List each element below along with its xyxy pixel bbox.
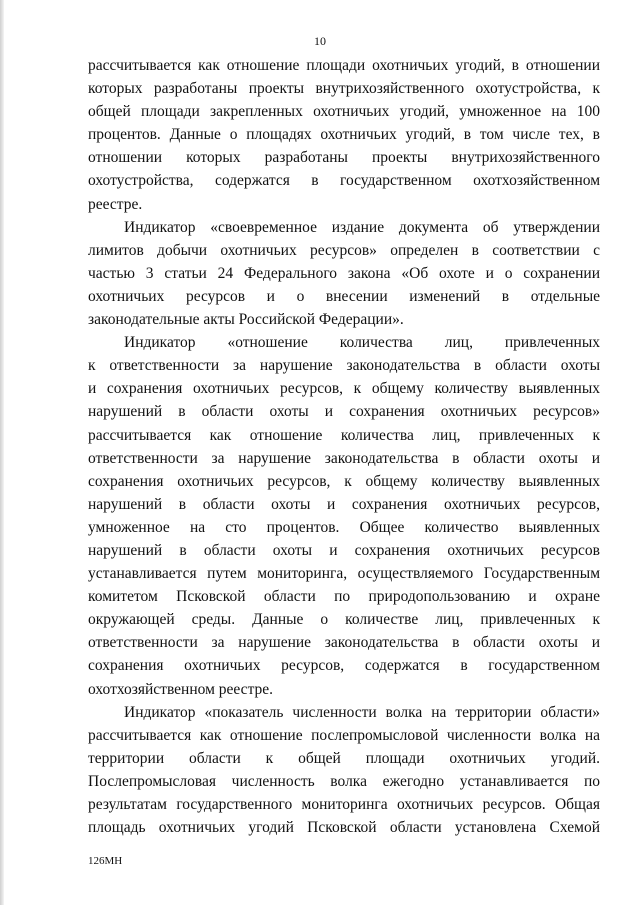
text-line: устанавливается путем мониторинга, осуществляемого Государственным: [88, 565, 600, 583]
text-line: Послепромысловая численность волка ежегодно устанавливается по: [88, 772, 600, 790]
text-line: ответственности за нарушение законодательства в области охоты и: [88, 449, 600, 467]
text-line: Индикатор «своевременное издание документа об утверждении: [124, 218, 600, 236]
text-line: реестре.: [88, 195, 143, 213]
page-number: 10: [314, 34, 326, 48]
text-line: охотустройства, содержатся в государственном охотхозяйственном: [88, 172, 600, 190]
text-line: рассчитывается как отношение количества лиц, привлеченных к: [88, 426, 600, 444]
paragraph: [88, 54, 600, 216]
text-line: охотничьих ресурсов и о внесении изменений в отдельные: [88, 287, 600, 305]
document-code: 126МН: [88, 855, 123, 867]
text-line: отношении которых разработаны проекты внутрихозяйственного: [88, 149, 600, 167]
text-line: рассчитывается как отношение площади охотничьих угодий, в отношении: [88, 57, 600, 74]
text-line: рассчитывается как отношение послепромысловой численности волка на: [88, 726, 600, 744]
text-line: результатам государственного мониторинга охотничьих ресурсов. Общая: [88, 796, 600, 813]
paragraph: [88, 216, 600, 331]
text-line: процентов. Данные о площадях охотничьих угодий, в том числе тех, в: [88, 126, 600, 144]
text-line: ответственности за нарушение законодательства в области охоты и: [88, 634, 600, 652]
text-line: умноженное на сто процентов. Общее количество выявленных: [88, 518, 600, 536]
text-line: к ответственности за нарушение законодательства в области охоты: [88, 357, 600, 375]
text-line: комитетом Псковской области по природопользованию и охране: [88, 588, 600, 606]
text-line: общей площади закрепленных охотничьих угодий, умноженное на 100: [88, 103, 600, 121]
text-line: охотхозяйственном реестре.: [88, 680, 274, 698]
text-line: частью 3 статьи 24 Федерального закона «Об охоте и о сохранении: [88, 264, 600, 282]
text-line: окружающей среды. Данные о количестве лиц, привлеченных к: [88, 611, 600, 629]
text-line: нарушений в области охоты и сохранения охотничьих ресурсов: [88, 541, 600, 559]
text-line: площадь охотничьих угодий Псковской области установлена Схемой: [88, 819, 600, 837]
text-line: Индикатор «показатель численности волка на территории области»: [124, 703, 600, 721]
text-line: нарушений в области охоты и сохранения охотничьих ресурсов,: [88, 495, 600, 513]
text-line: сохранения охотничьих ресурсов, к общему количеству выявленных: [88, 472, 600, 490]
text-line: законодательные акты Российской Федерации».: [88, 311, 404, 329]
text-line: нарушений в области охоты и сохранения охотничьих ресурсов»: [88, 403, 600, 421]
scan-page-edge: [0, 0, 4, 905]
paragraph: [88, 701, 600, 840]
text-line: Индикатор «отношение количества лиц, привлеченных: [124, 334, 600, 352]
paragraph: [88, 331, 600, 701]
text-line: сохранения охотничьих ресурсов, содержатся в государственном: [88, 657, 600, 675]
text-line: территории области к общей площади охотничьих угодий.: [88, 749, 600, 767]
text-line: и сохранения охотничьих ресурсов, к общему количеству выявленных: [88, 380, 600, 398]
document-body: [88, 54, 600, 839]
text-line: лимитов добычи охотничьих ресурсов» определен в соответствии с: [88, 241, 600, 259]
text-line: которых разработаны проекты внутрихозяйственного охотустройства, к: [88, 80, 600, 98]
